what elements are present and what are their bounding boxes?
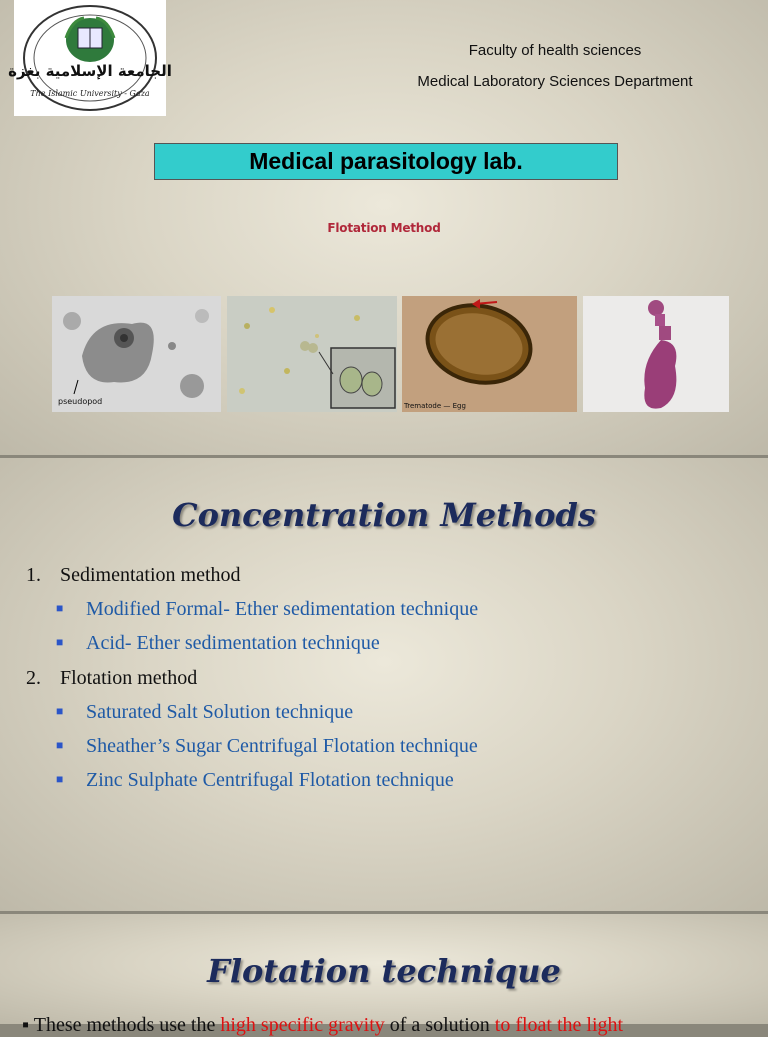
- svg-text:Trematode — Egg: Trematode — Egg: [404, 402, 466, 410]
- university-logo: [8, 0, 172, 116]
- amoeba-micrograph: [52, 296, 221, 412]
- item-label: Flotation method: [60, 667, 198, 689]
- faculty-name: Faculty of health sciences: [468, 42, 642, 59]
- title-slide: [0, 0, 768, 455]
- tapeworm-proglottids-micrograph: [583, 296, 729, 412]
- trematode-egg-micrograph: [402, 296, 577, 412]
- sub-item: [56, 701, 353, 724]
- square-bullet-icon: ■: [56, 738, 64, 752]
- sub-item: [56, 598, 478, 621]
- svg-text:الجامعة الإسلامية بغزة: الجامعة الإسلامية بغزة: [8, 62, 172, 80]
- sub-item-label: Saturated Salt Solution technique: [86, 701, 354, 723]
- square-bullet-icon: ■: [56, 601, 64, 615]
- cysts-micrograph: [227, 296, 397, 412]
- item-label: Sedimentation method: [60, 564, 241, 586]
- flotation-technique-slide: [0, 914, 768, 1036]
- sub-item-label: Acid- Ether sedimentation technique: [86, 632, 380, 654]
- sub-item: [56, 769, 454, 792]
- department-name: Medical Laboratory Sciences Department: [417, 73, 693, 90]
- lab-title-box: Medical parasitology lab.: [154, 143, 618, 180]
- item-number: 2.: [26, 667, 41, 689]
- sub-item: [56, 632, 380, 655]
- square-bullet-icon: ■: [56, 772, 64, 786]
- list-item: [26, 564, 241, 587]
- sub-item: [56, 735, 478, 758]
- square-bullet-icon: ■: [56, 704, 64, 718]
- partial-text-line: ▪ These methods use the high specific gravity of a solution to float the light: [22, 1014, 624, 1036]
- sub-item-label: Zinc Sulphate Centrifugal Flotation technique: [86, 769, 454, 791]
- bullet-icon: ▪: [22, 1014, 30, 1036]
- svg-text:The Islamic University - Gaza: The Islamic University - Gaza: [30, 89, 150, 98]
- sub-item-label: Sheather’s Sugar Centrifugal Flotation technique: [86, 735, 478, 757]
- slide-heading: Flotation technique: [207, 952, 561, 990]
- item-number: 1.: [26, 564, 41, 586]
- university-seal-icon: [8, 0, 172, 116]
- square-bullet-icon: ■: [56, 635, 64, 649]
- sub-item-label: Modified Formal- Ether sedimentation technique: [86, 598, 479, 620]
- concentration-methods-slide: [0, 458, 768, 911]
- slide-heading: Concentration Methods: [172, 496, 596, 534]
- list-item: [26, 667, 197, 690]
- lab-subtitle: Flotation Method: [327, 221, 441, 235]
- svg-text:pseudopod: pseudopod: [58, 397, 103, 406]
